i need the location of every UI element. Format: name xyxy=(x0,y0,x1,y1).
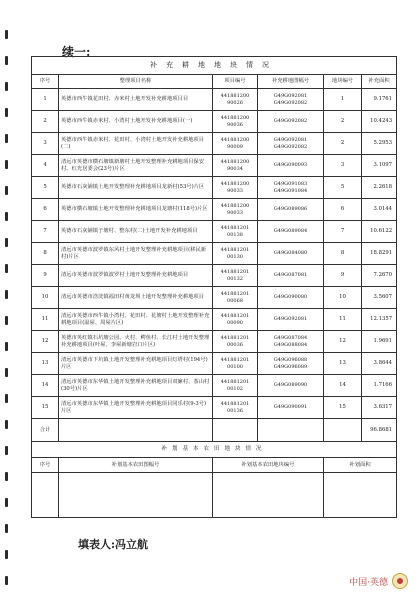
empty-cell xyxy=(213,473,324,518)
table-row xyxy=(32,177,397,199)
header-cell: 整理项目名称 xyxy=(59,75,213,89)
map-sheet-line: G49G092081 xyxy=(273,137,308,144)
project-code-line: 441881201 xyxy=(220,269,250,276)
area-value: 3.6317 xyxy=(362,397,397,419)
area-value: 12.1357 xyxy=(362,309,397,331)
map-sheet-number xyxy=(258,243,324,265)
project-code xyxy=(213,177,258,199)
binder-hole xyxy=(5,498,8,507)
block-number: 2 xyxy=(324,111,362,133)
binder-hole xyxy=(5,394,8,403)
table-row xyxy=(32,309,397,331)
project-code-line: 441881201 xyxy=(220,313,250,320)
map-sheet-number xyxy=(258,221,324,243)
binder-hole xyxy=(5,550,8,559)
sub-header-cell: 补划面积 xyxy=(324,458,397,473)
project-code-line: 441881201 xyxy=(220,247,250,254)
block-number: 11 xyxy=(324,309,362,331)
table-row xyxy=(32,353,397,375)
project-code xyxy=(213,111,258,133)
block-number: 5 xyxy=(324,177,362,199)
map-sheet-line: G49G091084 xyxy=(273,187,308,194)
project-code-line: 441881200 xyxy=(220,203,250,210)
project-code-line: 441881200 xyxy=(220,137,250,144)
sub-header-cell: 补划基本农田图幅号 xyxy=(59,458,213,473)
table-row xyxy=(32,331,397,353)
map-sheet-number xyxy=(258,111,324,133)
area-value: 10.6122 xyxy=(362,221,397,243)
empty-cell xyxy=(213,419,258,442)
binder-hole xyxy=(5,290,8,299)
area-value: 3.5607 xyxy=(362,287,397,309)
project-name: 英德市西牛镇赤米村、小湾村土地开发补充耕地项目(一) xyxy=(59,111,213,133)
table-row xyxy=(32,397,397,419)
map-sheet-line: G49G092081 xyxy=(273,93,308,100)
map-sheet-number xyxy=(258,353,324,375)
map-sheet-number xyxy=(258,265,324,287)
table-row xyxy=(32,89,397,111)
project-code xyxy=(213,331,258,353)
empty-cell xyxy=(324,419,362,442)
row-number: 2 xyxy=(32,111,59,133)
project-code-line: 441881201 xyxy=(220,379,250,386)
map-sheet-line: G49G090091 xyxy=(273,404,308,411)
block-number: 8 xyxy=(324,243,362,265)
row-number: 12 xyxy=(32,331,59,353)
binder-hole xyxy=(5,576,8,585)
project-name: 清远市英德市东华镇土地开发整理补充耕地项目双廉村、茶山村(30号)片区 xyxy=(59,375,213,397)
header-cell: 地块编号 xyxy=(324,75,362,89)
project-code-line: 90033 xyxy=(227,209,243,216)
map-sheet-line: G49G096089 xyxy=(273,363,308,370)
map-sheet-number xyxy=(258,397,324,419)
project-code-line: 90026 xyxy=(227,99,243,106)
block-number: 12 xyxy=(324,331,362,353)
project-code xyxy=(213,353,258,375)
binder-hole xyxy=(5,524,8,533)
area-value: 9.1761 xyxy=(362,89,397,111)
filler-label: 填表人:冯立航 xyxy=(78,538,149,551)
empty-cell xyxy=(59,419,213,442)
map-sheet-line: G49G096088 xyxy=(273,357,308,364)
row-number: 1 xyxy=(32,89,59,111)
table-row xyxy=(32,287,397,309)
empty-cell xyxy=(32,473,59,518)
row-number: 4 xyxy=(32,155,59,177)
map-sheet-number xyxy=(258,155,324,177)
table-row xyxy=(32,133,397,155)
project-code xyxy=(213,375,258,397)
sub-title-row xyxy=(32,442,397,458)
empty-cell xyxy=(324,473,397,518)
binder-hole xyxy=(5,82,8,91)
row-number: 15 xyxy=(32,397,59,419)
total-area: 96.8681 xyxy=(362,419,397,442)
total-row xyxy=(32,419,397,442)
supplement-land-table xyxy=(31,56,397,518)
block-number: 15 xyxy=(324,397,362,419)
watermark-text: 中国·英德 xyxy=(349,577,388,588)
table-row xyxy=(32,155,397,177)
project-code xyxy=(213,155,258,177)
project-code-line: 90034 xyxy=(227,165,243,172)
area-value: 1.7166 xyxy=(362,375,397,397)
project-code xyxy=(213,243,258,265)
project-code xyxy=(213,221,258,243)
map-sheet-number xyxy=(258,199,324,221)
project-code-line: 441881201 xyxy=(220,401,250,408)
project-code xyxy=(213,199,258,221)
binder-hole xyxy=(5,264,8,273)
binder-hole xyxy=(5,342,8,351)
empty-cell xyxy=(59,473,213,518)
project-code-line: 00036 xyxy=(227,341,243,348)
project-name: 清远市英德市横石塘镇新塘村土地开发整理补充耕地项目保安村、红光居委会(23号)片区 xyxy=(59,155,213,177)
area-value: 2.2618 xyxy=(362,177,397,199)
map-sheet-line: G49G092082 xyxy=(273,143,308,150)
binder-hole xyxy=(5,238,8,247)
project-code-line: 00100 xyxy=(227,363,243,370)
project-code-line: 441881201 xyxy=(220,225,250,232)
project-code-line: 00130 xyxy=(227,253,243,260)
header-cell: 项目编号 xyxy=(213,75,258,89)
table-title: 补充耕地地块情况 xyxy=(32,57,397,75)
project-code xyxy=(213,265,258,287)
sub-header-cell: 序号 xyxy=(32,458,59,473)
header-cell: 补充耕地图幅号 xyxy=(258,75,324,89)
binder-hole xyxy=(5,56,8,65)
binder-hole xyxy=(5,446,8,455)
project-name: 清远市英德市西牛镇小湾村、花田村、花塘村土地开发整理补充耕地项目(温屋、周屋片区) xyxy=(59,309,213,331)
area-value: 3.8644 xyxy=(362,353,397,375)
area-value: 1.9691 xyxy=(362,331,397,353)
empty-cell xyxy=(258,419,324,442)
map-sheet-line: G49G090080 xyxy=(273,294,308,301)
project-name: 英德市英红镇石坑塘公园、火村、鳄鱼村、长江村土地开发整理补充耕地项目(叶屋、李屋新塘岩口片区) xyxy=(59,331,213,353)
project-code-line: 90009 xyxy=(227,143,243,150)
binder-hole xyxy=(5,108,8,117)
block-number: 3 xyxy=(324,155,362,177)
map-sheet-number xyxy=(258,331,324,353)
project-code-line: 00102 xyxy=(227,385,243,392)
row-number: 3 xyxy=(32,133,59,155)
map-sheet-line: G49G089086 xyxy=(273,206,308,213)
area-value: 10.4243 xyxy=(362,111,397,133)
total-label: 合计 xyxy=(32,419,59,442)
row-number: 11 xyxy=(32,309,59,331)
block-number: 10 xyxy=(324,287,362,309)
row-number: 14 xyxy=(32,375,59,397)
project-name: 清远市英德市浛洸镇福田村黄龙坝土地开发整理补充耕地项目 xyxy=(59,287,213,309)
project-code-line: 00132 xyxy=(227,275,243,282)
block-number: 7 xyxy=(324,221,362,243)
project-code xyxy=(213,133,258,155)
map-sheet-line: G49G088084 xyxy=(273,341,308,348)
map-sheet-line: G49G087084 xyxy=(273,335,308,342)
binder-hole xyxy=(5,160,8,169)
map-sheet-number xyxy=(258,309,324,331)
binder-hole xyxy=(5,134,8,143)
binder-holes xyxy=(0,0,16,600)
project-code-line: 00090 xyxy=(227,319,243,326)
block-number: 6 xyxy=(324,199,362,221)
table-row xyxy=(32,221,397,243)
table-header-row xyxy=(32,75,397,89)
continued-label: 续一: xyxy=(62,45,91,59)
sub-header-row xyxy=(32,458,397,473)
map-sheet-number xyxy=(258,375,324,397)
row-number: 8 xyxy=(32,243,59,265)
block-number: 14 xyxy=(324,375,362,397)
binder-hole xyxy=(5,472,8,481)
project-code-line: 441881200 xyxy=(220,159,250,166)
seal-icon xyxy=(392,573,408,589)
binder-hole xyxy=(5,368,8,377)
project-code-line: 441881200 xyxy=(220,115,250,122)
header-cell: 补充面积 xyxy=(362,75,397,89)
row-number: 5 xyxy=(32,177,59,199)
map-sheet-line: G49G092082 xyxy=(273,99,308,106)
project-name: 清远市英德市下坑镇土地开发整理补充耕地项目灯塔村(194号)片区 xyxy=(59,353,213,375)
project-code xyxy=(213,89,258,111)
row-number: 13 xyxy=(32,353,59,375)
project-code-line: 441881200 xyxy=(220,93,250,100)
sub-empty-row xyxy=(32,473,397,518)
project-code-line: 441881201 xyxy=(220,335,250,342)
row-number: 6 xyxy=(32,199,59,221)
area-value: 7.2670 xyxy=(362,265,397,287)
project-name: 清远市英德市波罗镇东风村土地开发整理补充耕地项目(移民新村)片区 xyxy=(59,243,213,265)
map-sheet-line: G49G090093 xyxy=(273,162,308,169)
binder-hole xyxy=(5,420,8,429)
project-code xyxy=(213,309,258,331)
row-number: 7 xyxy=(32,221,59,243)
area-value: 3.1097 xyxy=(362,155,397,177)
project-name: 英德市石灰铺镇土地开发整理补充耕地项目龙新村(53号)片区 xyxy=(59,177,213,199)
map-sheet-number xyxy=(258,287,324,309)
project-code-line: 90036 xyxy=(227,121,243,128)
table-row xyxy=(32,265,397,287)
table-row xyxy=(32,199,397,221)
block-number: 2 xyxy=(324,133,362,155)
map-sheet-line: G49G092082 xyxy=(273,118,308,125)
map-sheet-line: G49G087081 xyxy=(273,272,308,279)
project-name: 清远市英德市波罗镇波罗村土地开发整理补充耕地项目 xyxy=(59,265,213,287)
project-code-line: 441881201 xyxy=(220,357,250,364)
site-watermark xyxy=(349,573,408,589)
map-sheet-number xyxy=(258,133,324,155)
project-name: 英德市横石塘镇土地开发整理补充耕地项目龙塘村(118号)片区 xyxy=(59,199,213,221)
table-row xyxy=(32,243,397,265)
sub-header-cell: 补划基本农田地块编号 xyxy=(213,458,324,473)
map-sheet-line: G49G084080 xyxy=(273,250,308,257)
map-sheet-line: G49G089090 xyxy=(273,382,308,389)
binder-hole xyxy=(5,186,8,195)
project-code-line: 441881201 xyxy=(220,291,250,298)
block-number: 13 xyxy=(324,353,362,375)
area-value: 5.2953 xyxy=(362,133,397,155)
sub-table-title: 补划基本农田地块情况 xyxy=(32,442,397,458)
binder-hole xyxy=(5,316,8,325)
table-row xyxy=(32,375,397,397)
area-value: 3.0144 xyxy=(362,199,397,221)
project-name: 英德市西牛镇花田村、赤米村土地开发补充耕地项目目 xyxy=(59,89,213,111)
project-code xyxy=(213,287,258,309)
project-name: 清远市英德市东华镇土地开发整理补充耕地项目同乐村(9-3号)片区 xyxy=(59,397,213,419)
row-number: 10 xyxy=(32,287,59,309)
map-sheet-line: G49G092081 xyxy=(273,316,308,323)
map-sheet-line: G49G089084 xyxy=(273,228,308,235)
project-name: 英德市西牛镇赤米村、花田村、小湾村土地开发补充耕地项目(二) xyxy=(59,133,213,155)
header-cell: 序号 xyxy=(32,75,59,89)
project-code-line: 00138 xyxy=(227,231,243,238)
block-number: 1 xyxy=(324,89,362,111)
project-name: 英德市石灰铺镇子塘村、整东村(二)土地开发补充耕地项目 xyxy=(59,221,213,243)
block-number: 9 xyxy=(324,265,362,287)
binder-hole xyxy=(5,30,8,39)
map-sheet-number xyxy=(258,89,324,111)
row-number: 9 xyxy=(32,265,59,287)
binder-hole xyxy=(5,212,8,221)
table-row xyxy=(32,111,397,133)
project-code xyxy=(213,397,258,419)
map-sheet-line: G49G091083 xyxy=(273,181,308,188)
project-code-line: 00068 xyxy=(227,297,243,304)
area-value: 18.8291 xyxy=(362,243,397,265)
project-code-line: 441881200 xyxy=(220,181,250,188)
project-code-line: 00136 xyxy=(227,407,243,414)
project-code-line: 90033 xyxy=(227,187,243,194)
map-sheet-number xyxy=(258,177,324,199)
